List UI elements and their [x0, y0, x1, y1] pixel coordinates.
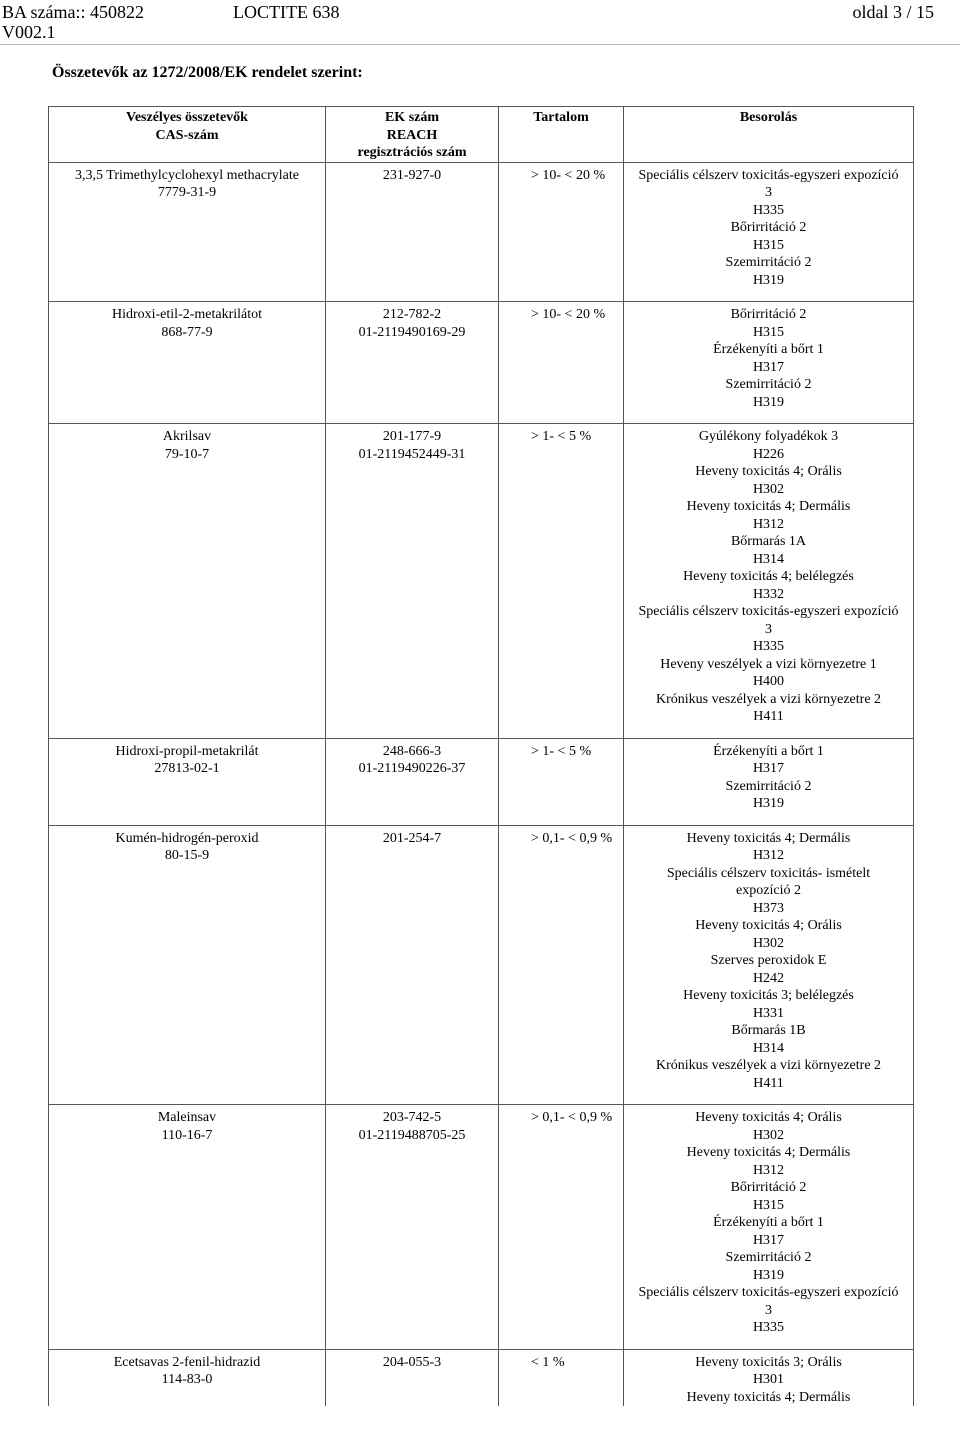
- classification-cell-line: H319: [752, 272, 785, 288]
- table-header-row: [49, 107, 914, 163]
- product-name: LOCTITE 638: [233, 2, 340, 22]
- classification-cell-line: H331: [752, 1005, 785, 1021]
- ek-cell: [326, 825, 499, 1105]
- classification-cell-line: Szemirritáció 2: [725, 778, 812, 794]
- classification-cell-line: Krónikus veszélyek a vizi környezetre 2: [655, 1058, 882, 1073]
- table-body: [49, 162, 914, 1406]
- classification-cell-line: H332: [752, 586, 785, 602]
- classification-cell-line: H319: [752, 796, 785, 811]
- classification-cell-line: Érzékenyíti a bőrt 1: [713, 743, 824, 759]
- component-cell-line: Hidroxi-etil-2-metakrilátot: [111, 307, 263, 322]
- classification-cell-line: 3: [765, 1302, 772, 1318]
- classification-cell-line: Krónikus veszélyek a vizi környezetre 2: [655, 691, 882, 707]
- classification-cell-line: H315: [752, 1197, 785, 1213]
- classification-cell-line: H242: [752, 970, 785, 986]
- page-header: [0, 0, 960, 46]
- ek-cell: [326, 1349, 499, 1406]
- classification-cell-line: Heveny toxicitás 4; Orális: [695, 918, 842, 933]
- component-cell: [49, 162, 326, 302]
- classification-cell-line: H373: [752, 900, 785, 916]
- classification-cell-line: H335: [752, 1320, 785, 1335]
- ek-cell: [326, 1105, 499, 1350]
- component-cell-line: Ecetsavas 2-fenil-hidrazid: [113, 1354, 261, 1370]
- classification-cell-line: Speciális célszerv toxicitás-egyszeri expozíció: [638, 167, 899, 183]
- ek-cell: [326, 424, 499, 739]
- classification-cell-line: Érzékenyíti a bőrt 1: [713, 342, 824, 357]
- table-row: [49, 738, 914, 825]
- content-cell: < 1 %: [499, 1349, 624, 1406]
- classification-cell-line: H400: [752, 674, 785, 689]
- content-cell: > 0,1- < 0,9 %: [499, 1105, 624, 1350]
- classification-cell-line: Bőrirritáció 2: [730, 220, 807, 235]
- classification-cell: [624, 302, 914, 424]
- version: V002.1: [2, 22, 56, 42]
- component-cell-line: 79-10-7: [164, 446, 210, 462]
- component-cell-line: Hidroxi-propil-metakrilát: [115, 743, 259, 759]
- ek-cell-line: 203-742-5: [382, 1110, 442, 1125]
- table-row: [49, 1349, 914, 1406]
- component-cell-line: 80-15-9: [164, 848, 210, 863]
- classification-cell-line: H302: [752, 481, 785, 497]
- ba-number: BA száma:: 450822: [2, 2, 144, 22]
- classification-cell-line: H302: [752, 1127, 785, 1143]
- classification-cell-line: H335: [752, 639, 785, 654]
- component-cell: [49, 1105, 326, 1350]
- classification-cell-line: Szemirritáció 2: [725, 1250, 812, 1265]
- classification-cell-line: H301: [752, 1372, 785, 1387]
- component-cell-line: 27813-02-1: [154, 761, 220, 776]
- classification-cell-line: H319: [752, 394, 785, 410]
- classification-cell-line: Heveny toxicitás 3; belélegzés: [683, 988, 854, 1003]
- classification-cell-line: Speciális célszerv toxicitás-egyszeri expozíció: [638, 1285, 899, 1300]
- classification-cell-line: Szemirritáció 2: [725, 255, 812, 270]
- content-cell: > 1- < 5 %: [499, 424, 624, 739]
- components-table: [48, 106, 914, 1406]
- classification-cell-line: Gyúlékony folyadékok 3: [698, 429, 839, 444]
- component-cell-line: Maleinsav: [157, 1110, 217, 1125]
- col-header-content: Tartalom: [499, 107, 624, 163]
- table-row: [49, 1105, 914, 1350]
- classification-cell-line: H302: [752, 935, 785, 951]
- classification-cell-line: H314: [752, 1040, 785, 1056]
- classification-cell-line: H319: [752, 1267, 785, 1283]
- classification-cell-line: H411: [753, 709, 784, 724]
- classification-cell-line: Heveny toxicitás 4; belélegzés: [683, 569, 854, 584]
- classification-cell-line: Heveny toxicitás 3; Orális: [695, 1354, 842, 1370]
- classification-cell-line: H317: [752, 359, 785, 375]
- classification-cell-line: Szerves peroxidok E: [710, 953, 827, 968]
- classification-cell: [624, 738, 914, 825]
- classification-cell-line: Bőrmarás 1A: [730, 534, 807, 549]
- classification-cell: [624, 1105, 914, 1350]
- classification-cell-line: H314: [752, 551, 785, 567]
- classification-cell-line: Szemirritáció 2: [725, 377, 812, 392]
- classification-cell: [624, 1349, 914, 1406]
- classification-cell-line: Heveny toxicitás 4; Orális: [695, 464, 842, 479]
- component-cell: [49, 825, 326, 1105]
- ek-cell: [326, 162, 499, 302]
- ek-cell-line: 201-254-7: [382, 830, 442, 846]
- table-row: [49, 825, 914, 1105]
- classification-cell-line: H335: [752, 202, 785, 218]
- section-title: Összetevők az 1272/2008/EK rendelet szerint:: [52, 64, 363, 81]
- content-cell: > 1- < 5 %: [499, 738, 624, 825]
- ek-cell-line: 201-177-9: [382, 429, 442, 444]
- component-cell: [49, 738, 326, 825]
- classification-cell-line: H312: [752, 516, 785, 532]
- col-header-ek: EK szám REACH regisztrációs szám: [326, 107, 499, 163]
- classification-cell-line: H226: [752, 446, 785, 462]
- ek-cell-line: 204-055-3: [382, 1354, 442, 1370]
- classification-cell-line: Érzékenyíti a bőrt 1: [713, 1215, 824, 1230]
- component-cell-line: 868-77-9: [161, 324, 213, 340]
- classification-cell-line: H312: [752, 1162, 785, 1178]
- component-cell-line: Kumén-hidrogén-peroxid: [115, 830, 259, 846]
- ek-cell-line: 248-666-3: [382, 743, 442, 759]
- col-header-component: Veszélyes összetevők CAS-szám: [49, 107, 326, 163]
- component-cell-line: Akrilsav: [162, 429, 212, 444]
- classification-cell-line: Heveny toxicitás 4; Dermális: [686, 1145, 851, 1160]
- classification-cell-line: H315: [752, 237, 785, 253]
- ek-cell-line: 01-2119490226-37: [358, 761, 466, 776]
- component-cell-line: 110-16-7: [161, 1127, 213, 1143]
- component-cell-line: 114-83-0: [161, 1372, 213, 1387]
- classification-cell-line: 3: [765, 185, 772, 200]
- content-cell: > 10- < 20 %: [499, 302, 624, 424]
- page-number: oldal 3 / 15: [852, 2, 934, 22]
- classification-cell-line: Speciális célszerv toxicitás- ismételt: [666, 865, 871, 881]
- classification-cell-line: H411: [753, 1075, 784, 1091]
- table-row: [49, 302, 914, 424]
- classification-cell-line: Heveny veszélyek a vizi környezetre 1: [660, 656, 877, 672]
- classification-cell-line: Bőrmarás 1B: [731, 1023, 806, 1038]
- table-row: [49, 424, 914, 739]
- ek-cell: [326, 738, 499, 825]
- classification-cell-line: Heveny toxicitás 4; Dermális: [686, 1389, 851, 1405]
- component-cell: [49, 1349, 326, 1406]
- content-cell: > 10- < 20 %: [499, 162, 624, 302]
- classification-cell: [624, 424, 914, 739]
- classification-cell-line: Bőrirritáció 2: [730, 1180, 807, 1195]
- ek-cell: [326, 302, 499, 424]
- ek-cell-line: 01-2119452449-31: [358, 446, 466, 462]
- table-row: [49, 162, 914, 302]
- header-divider: [0, 44, 960, 45]
- classification-cell-line: H312: [752, 848, 785, 863]
- classification-cell: [624, 162, 914, 302]
- ek-cell-line: 212-782-2: [382, 307, 442, 322]
- classification-cell: [624, 825, 914, 1105]
- classification-cell-line: Heveny toxicitás 4; Orális: [695, 1110, 842, 1125]
- ek-cell-line: 01-2119488705-25: [358, 1127, 466, 1143]
- classification-cell-line: H315: [752, 324, 785, 340]
- classification-cell-line: Heveny toxicitás 4; Dermális: [686, 499, 851, 514]
- ek-cell-line: 231-927-0: [382, 167, 442, 183]
- col-header-classification: Besorolás: [624, 107, 914, 163]
- classification-cell-line: Speciális célszerv toxicitás-egyszeri expozíció: [638, 604, 899, 619]
- content-cell: > 0,1- < 0,9 %: [499, 825, 624, 1105]
- classification-cell-line: Bőrirritáció 2: [730, 307, 807, 322]
- component-cell: [49, 302, 326, 424]
- classification-cell-line: expozíció 2: [736, 883, 801, 898]
- component-cell: [49, 424, 326, 739]
- classification-cell-line: H317: [752, 761, 785, 776]
- component-cell-line: 3,3,5 Trimethylcyclohexyl methacrylate: [75, 167, 299, 183]
- classification-cell-line: 3: [765, 621, 772, 637]
- classification-cell-line: Heveny toxicitás 4; Dermális: [686, 830, 851, 846]
- ek-cell-line: 01-2119490169-29: [358, 324, 466, 340]
- component-cell-line: 7779-31-9: [157, 185, 217, 200]
- classification-cell-line: H317: [752, 1232, 785, 1248]
